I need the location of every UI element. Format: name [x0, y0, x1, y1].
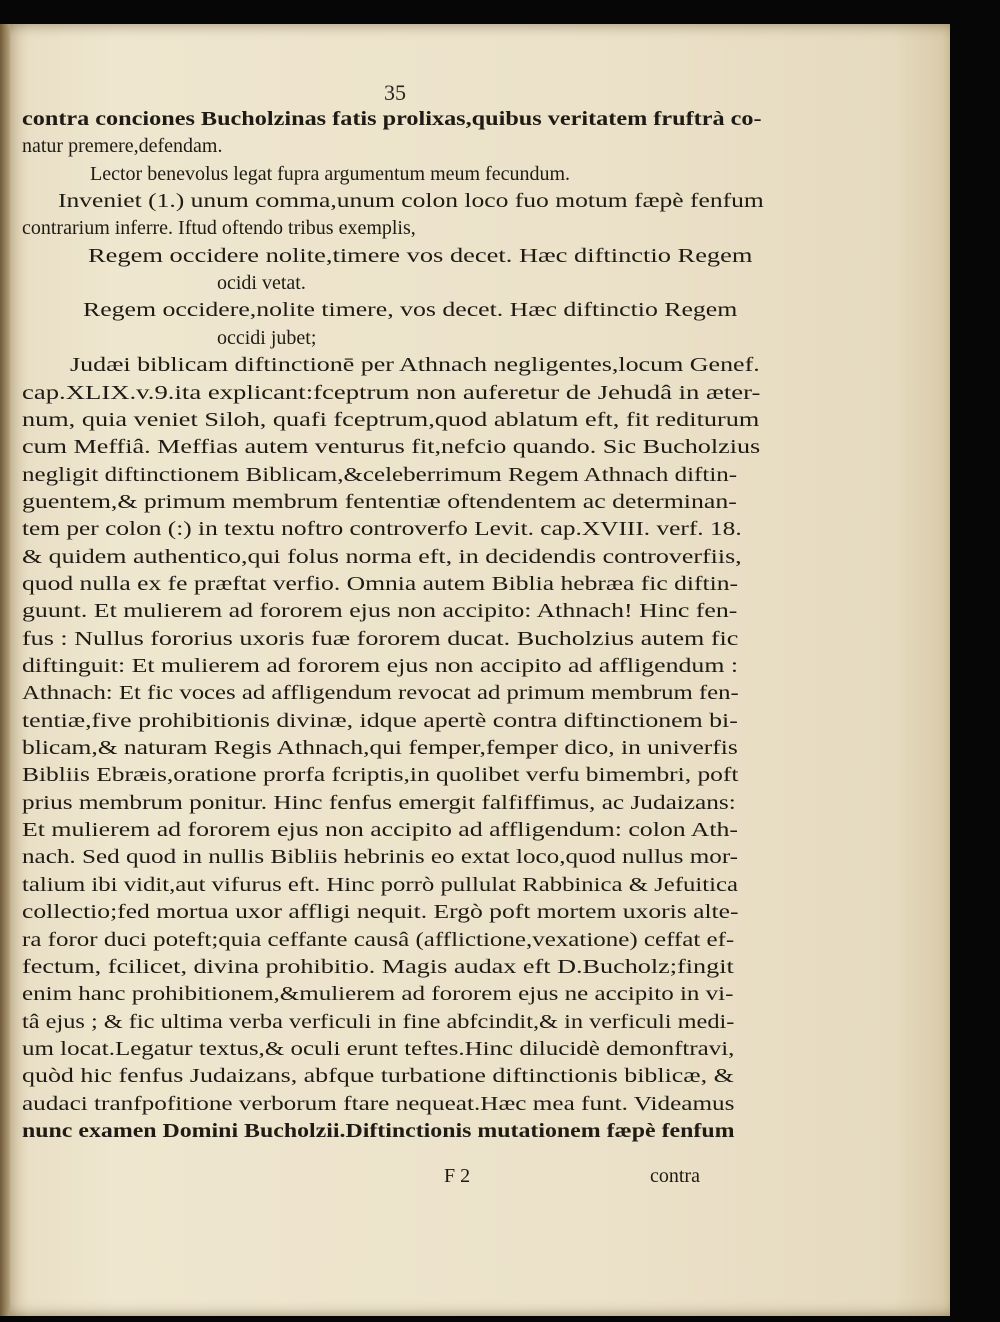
- text-line: Lector benevolus legat fupra argumentum meum fecundum.: [90, 162, 571, 185]
- text-line: enim hanc prohibitionem,&mulierem ad fororem ejus ne accipito in vi-: [22, 983, 734, 1006]
- text-line: Regem occidere,nolite timere, vos decet. Hæc diftinctio Regem: [83, 299, 738, 322]
- text-line: Et mulierem ad fororem ejus non accipito ad affligendum: colon Ath-: [22, 819, 738, 842]
- text-line: ocidi vetat.: [217, 272, 306, 295]
- text-line: cap.XLIX.v.9.ita explicant:fceptrum non auferetur de Jehudâ in æter-: [22, 381, 761, 404]
- signature-mark: F 2: [444, 1165, 471, 1187]
- text-line: contra conciones Bucholzinas fatis prolixas,quibus veritatem fruftrà co-: [22, 108, 762, 130]
- text-line: num, quia veniet Siloh, quafi fceptrum,quod ablatum eft, fit rediturum: [22, 408, 760, 431]
- text-line: negligit diftinctionem Biblicam,&celeberrimum Regem Athnach diftin-: [22, 463, 738, 486]
- text-line: occidi jubet;: [217, 326, 317, 349]
- text-line: tâ ejus ; & fic ultima verba verficuli in fine abfcindit,& in verficuli medi-: [22, 1010, 735, 1033]
- page-text: [0, 24, 950, 1316]
- text-line: nunc examen Domini Bucholzii.Diftinctionis mutationem fæpè fenfum: [22, 1119, 735, 1142]
- page-number: 35: [384, 80, 406, 105]
- text-line: guentem,& primum membrum fententiæ oftendentem ac determinan-: [22, 490, 737, 513]
- text-line: tem per colon (:) in textu noftro controverfo Levit. cap.XVIII. verf. 18.: [22, 518, 742, 541]
- text-line: Judæi biblicam diftinctionē per Athnach negligentes,locum Genef.: [70, 354, 760, 377]
- text-line: contrarium inferre. Iftud oftendo tribus exemplis,: [22, 217, 416, 240]
- text-line: diftinguit: Et mulierem ad fororem ejus non accipito ad affligendum :: [22, 655, 739, 677]
- text-line: natur premere,defendam.: [22, 135, 223, 158]
- text-line: um locat.Legatur textus,& oculi erunt teftes.Hinc dilucidè demonftravi,: [22, 1037, 735, 1060]
- text-line: Bibliis Ebræis,oratione prorfa fcriptis,in quolibet verfu bimembri, poft: [22, 764, 739, 787]
- text-line: ra foror duci poteft;quia ceffante causâ (afflictione,vexatione) ceffat ef-: [22, 928, 735, 951]
- text-line: Regem occidere nolite,timere vos decet. Hæc diftinctio Regem: [88, 244, 753, 267]
- text-line: Athnach: Et fic voces ad affligendum revocat ad primum membrum fen-: [22, 682, 739, 705]
- text-line: fus : Nullus fororius uxoris fuæ fororem ducat. Bucholzius autem fic: [22, 627, 739, 650]
- text-line: & quidem authentico,qui folus norma eft, in decidendis controverfiis,: [22, 545, 742, 568]
- text-line: blicam,& naturam Regis Athnach,qui femper,femper dico, in univerfis: [22, 737, 738, 760]
- text-line: prius membrum ponitur. Hinc fenfus emergit falfiffimus, ac Judaizans:: [22, 791, 736, 814]
- text-line: quod nulla ex fe præftat verfio. Omnia autem Biblia hebræa fic diftin-: [22, 572, 739, 595]
- text-line: Inveniet (1.) unum comma,unum colon loco fuo motum fæpè fenfum: [58, 190, 764, 213]
- text-line: collectio;fed mortua uxor affligi nequit. Ergò poft mortem uxoris alte-: [22, 901, 739, 924]
- text-line: cum Meffiâ. Meffias autem venturus fit,nefcio quando. Sic Bucholzius: [22, 436, 761, 459]
- catchword: contra: [650, 1165, 700, 1187]
- text-line: tentiæ,five prohibitionis divinæ, idque apertè contra diftinctionem bi-: [22, 709, 738, 732]
- text-line: audaci tranfpofitione verborum ftare nequeat.Hæc mea funt. Videamus: [22, 1092, 735, 1115]
- book-page: [0, 24, 950, 1316]
- text-line: guunt. Et mulierem ad fororem ejus non accipito: Athnach! Hinc fen-: [22, 600, 738, 623]
- text-line: nach. Sed quod in nullis Bibliis hebrinis eo extat loco,quod nullus mor-: [22, 846, 739, 869]
- text-line: quòd hic fenfus Judaizans, abfque turbatione diftinctionis biblicæ, &: [22, 1065, 734, 1088]
- text-line: fectum, fcilicet, divina prohibitio. Magis audax eft D.Bucholz;fingit: [22, 955, 734, 978]
- text-line: talium ibi vidit,aut vifurus eft. Hinc porrò pullulat Rabbinica & Jefuitica: [22, 873, 738, 896]
